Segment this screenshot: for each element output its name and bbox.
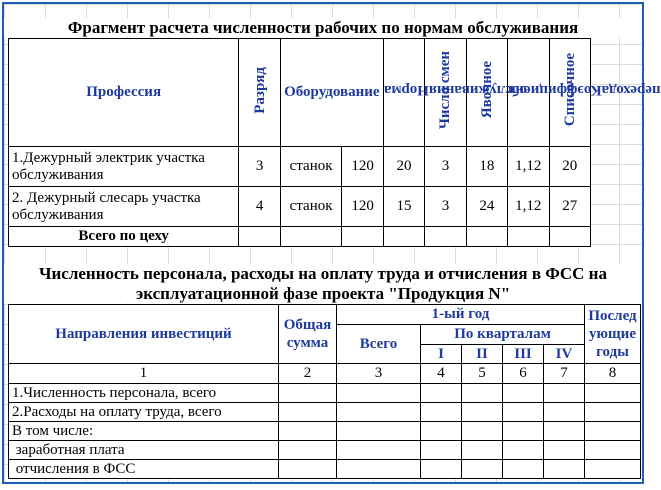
equipment-name-cell: станок [280, 187, 342, 227]
col-norm: Норма обслуживания [383, 39, 424, 147]
col-directions: Направления инвестиций [9, 305, 279, 364]
col-attendance: Явочное [466, 39, 507, 147]
table-row [9, 187, 591, 227]
row-label: В том числе: [9, 422, 279, 441]
col-q4: IV [544, 345, 585, 364]
table2-title-line1: Численность персонала, расходы на оплату труда и отчисления в ФСС на [4, 264, 642, 283]
col-shifts: Число смен [425, 39, 466, 147]
col-q1: I [421, 345, 462, 364]
col-payroll: Списочное [549, 39, 590, 147]
col-grade: Разряд [239, 39, 280, 147]
row-label: 1.Численность персонала, всего [9, 384, 279, 403]
col-equipment: Оборудование [280, 39, 383, 147]
equipment-count-cell: 120 [342, 187, 383, 227]
attendance-cell: 18 [466, 147, 507, 187]
table-row [9, 147, 591, 187]
column-number: 8 [585, 364, 641, 384]
equipment-name-cell: станок [280, 147, 342, 187]
table2-title-line2: эксплуатационной фазе проекта "Продукция N" [4, 284, 642, 303]
column-number: 6 [503, 364, 544, 384]
coef-cell: 1,12 [508, 147, 549, 187]
table-row [9, 460, 641, 479]
table1-title: Фрагмент расчета численности рабочих по нормам обслуживания [4, 18, 642, 37]
profession-cell: 2. Дежурный слесарь участка обслуживания [9, 187, 239, 227]
attendance-cell: 24 [466, 187, 507, 227]
col-q3: III [503, 345, 544, 364]
column-number: 4 [421, 364, 462, 384]
spreadsheet-frame [2, 2, 661, 484]
column-number: 1 [9, 364, 279, 384]
column-numbers-row [9, 364, 641, 384]
col-q2: II [462, 345, 503, 364]
coef-cell: 1,12 [508, 187, 549, 227]
norm-cell: 20 [383, 147, 424, 187]
row-label: заработная плата [9, 441, 279, 460]
col-profession: Профессия [9, 39, 239, 147]
row-label: отчисления в ФСС [9, 460, 279, 479]
col-coef: Коэффициент перехода [508, 39, 549, 147]
col-first-year: 1-ый год [337, 305, 585, 325]
table-row [9, 441, 641, 460]
column-number: 2 [279, 364, 337, 384]
row-label: 2.Расходы на оплату труда, всего [9, 403, 279, 422]
table-row [9, 403, 641, 422]
column-number: 3 [337, 364, 421, 384]
table-row [9, 384, 641, 403]
col-next-years: Послед ующие годы [585, 305, 641, 364]
equipment-count-cell: 120 [342, 147, 383, 187]
table-row [9, 422, 641, 441]
col-all: Всего [337, 325, 421, 364]
shifts-cell: 3 [425, 147, 466, 187]
shifts-cell: 3 [425, 187, 466, 227]
payroll-cell: 27 [549, 187, 590, 227]
grade-cell: 4 [239, 187, 280, 227]
total-label: Всего по цеху [9, 227, 239, 247]
total-row [9, 227, 591, 247]
norm-cell: 15 [383, 187, 424, 227]
col-total-sum: Общая сумма [279, 305, 337, 364]
grade-cell: 3 [239, 147, 280, 187]
column-number: 7 [544, 364, 585, 384]
col-by-quarters: По кварталам [421, 325, 585, 345]
payroll-cell: 20 [549, 147, 590, 187]
column-number: 5 [462, 364, 503, 384]
staffing-table [8, 38, 661, 247]
personnel-costs-table [8, 304, 641, 479]
profession-cell: 1.Дежурный электрик участка обслуживания [9, 147, 239, 187]
